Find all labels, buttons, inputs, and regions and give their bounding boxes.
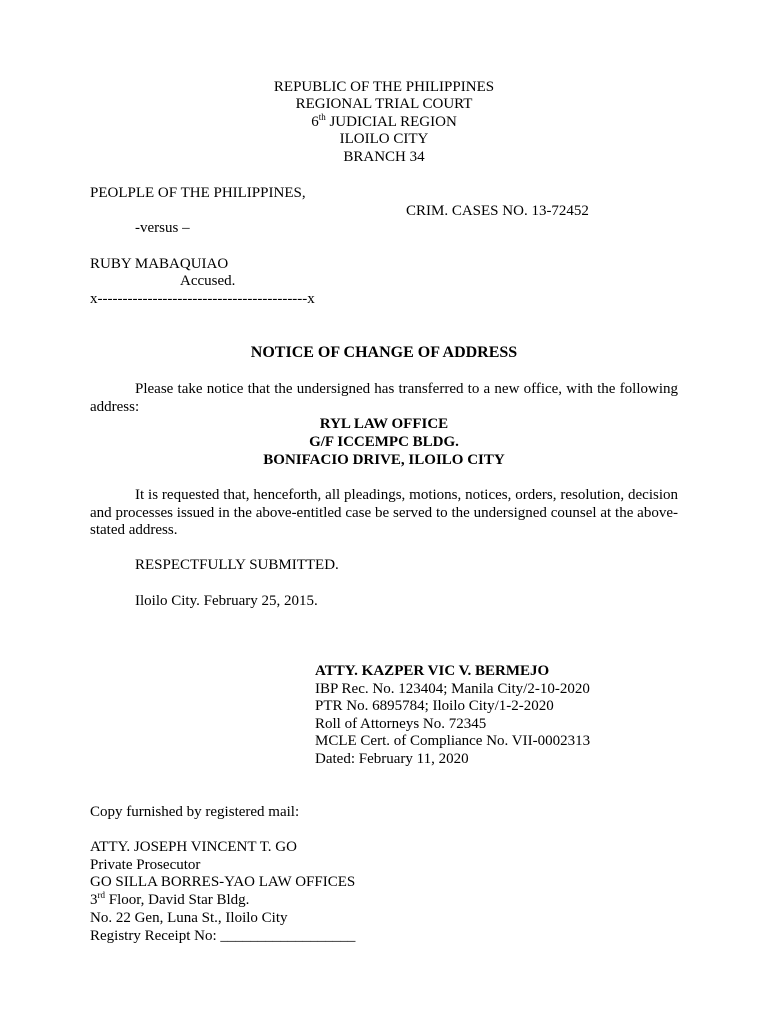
caption-separator: x------------------------------------------x (90, 291, 315, 307)
header-city: ILOILO CITY (339, 131, 429, 147)
respectfully-submitted: RESPECTFULLY SUBMITTED. (135, 557, 339, 573)
floor-text: Floor, David Star Bldg. (105, 892, 250, 908)
copy-recipient-firm: GO SILLA BORRES-YAO LAW OFFICES (90, 874, 356, 890)
copy-recipient-street: No. 22 Gen, Luna St., Iloilo City (90, 910, 288, 926)
ptr-number: PTR No. 6895784; Iloilo City/1-2-2020 (315, 698, 554, 714)
document-title: NOTICE OF CHANGE OF ADDRESS (250, 344, 518, 361)
region-text: JUDICIAL REGION (325, 114, 457, 130)
header-court: REGIONAL TRIAL COURT (295, 96, 473, 112)
notice-paragraph: Please take notice that the undersigned has transferred to a new office, with the following address: (90, 381, 678, 415)
roll-of-attorneys: Roll of Attorneys No. 72345 (315, 716, 487, 732)
header-region (0, 114, 768, 132)
header-republic: REPUBLIC OF THE PHILIPPINES (273, 79, 495, 95)
accused-name: RUBY MABAQUIAO (90, 256, 229, 272)
case-number: CRIM. CASES NO. 13-72452 (406, 203, 589, 219)
registry-receipt: Registry Receipt No: __________________ (90, 928, 356, 944)
new-address-line-1: RYL LAW OFFICE (319, 416, 449, 432)
region-number: 6 (311, 114, 319, 130)
copy-furnished-heading: Copy furnished by registered mail: (90, 804, 300, 820)
region-suffix: th (318, 112, 326, 122)
copy-recipient-name: ATTY. JOSEPH VINCENT T. GO (90, 839, 297, 855)
signature-dated: Dated: February 11, 2020 (315, 751, 469, 767)
copy-recipient-floor (90, 892, 249, 910)
request-paragraph: It is requested that, henceforth, all pleadings, motions, notices, orders, resolution, decision and processes issued in the above-entitled case be served to the undersigned counsel at the above-stated address. (90, 487, 678, 539)
floor-suffix: rd (97, 890, 105, 900)
floor-number: 3 (90, 892, 98, 908)
mcle-compliance: MCLE Cert. of Compliance No. VII-0002313 (315, 733, 591, 749)
signatory-name: ATTY. KAZPER VIC V. BERMEJO (315, 663, 550, 679)
place-and-date: Iloilo City. February 25, 2015. (135, 593, 318, 609)
accused-label: Accused. (180, 273, 236, 289)
new-address-line-2: G/F ICCEMPC BLDG. (309, 434, 459, 450)
versus-label: -versus – (135, 220, 190, 236)
new-address-line-3: BONIFACIO DRIVE, ILOILO CITY (263, 452, 505, 468)
plaintiff-name: PEOLPLE OF THE PHILIPPINES, (90, 185, 306, 201)
copy-recipient-role: Private Prosecutor (90, 857, 201, 873)
header-branch: BRANCH 34 (343, 149, 425, 165)
ibp-record: IBP Rec. No. 123404; Manila City/2-10-2020 (315, 681, 590, 697)
